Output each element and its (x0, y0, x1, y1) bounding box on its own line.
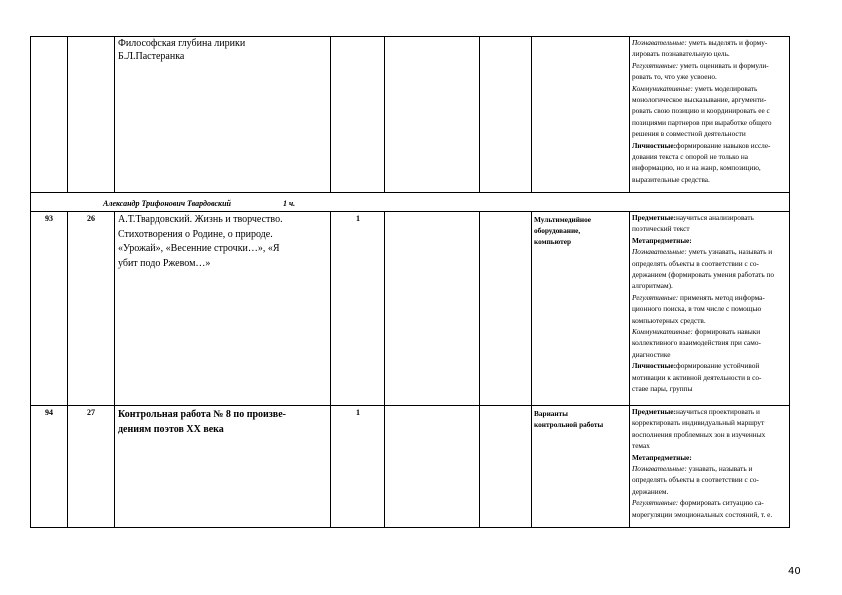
cell-equipment (532, 406, 630, 528)
result-text: формировать ситуацию са- (680, 498, 764, 508)
section-hours: 1 ч. (282, 199, 296, 208)
result-text: научиться анализировать (675, 213, 754, 222)
result-text: мотивации к активной деятельности в со- (632, 372, 762, 382)
result-line (632, 280, 788, 291)
result-text: ставе пары, группы (632, 384, 693, 394)
cell-hours (331, 37, 385, 193)
result-line (632, 406, 788, 417)
equipment-line: оборудование, (534, 226, 581, 235)
result-line (632, 326, 788, 337)
cell-equipment (480, 37, 532, 193)
topic-line: Контрольная работа № 8 по произве- (118, 409, 286, 420)
result-text: лировать познавательную цель. (632, 49, 730, 59)
result-heading: Предметные: (632, 407, 676, 416)
cell-lesson (68, 37, 115, 193)
result-line (632, 360, 788, 371)
result-category: Коммуникативные: (632, 83, 695, 93)
result-text: морегуляции эмоциональных состояний, т. е. (632, 509, 773, 519)
result-line (632, 349, 788, 360)
result-line (632, 315, 788, 326)
result-text: держанием. (632, 486, 669, 496)
cell-empty (480, 212, 532, 406)
result-line (632, 463, 788, 474)
result-line (632, 269, 788, 280)
result-text: позициями партнеров при выработке общего (632, 117, 772, 127)
result-line (632, 486, 788, 497)
result-heading: Личностные: (632, 140, 677, 150)
result-line (632, 223, 788, 234)
cell-topic (115, 212, 331, 406)
result-text: компьютерных средств. (632, 315, 706, 325)
result-line (632, 128, 788, 139)
topic-line: Стихотворения о Родине, о природе. (118, 228, 273, 240)
result-text: формирование устойчивой (676, 361, 760, 371)
result-heading: Метапредметные: (632, 452, 692, 462)
cell-results (630, 406, 790, 528)
result-text: ционного поиска, в том числе с помощью (632, 304, 762, 314)
result-line (632, 151, 788, 162)
table-row (31, 212, 790, 406)
result-text: диагностике (632, 349, 671, 359)
result-line (632, 212, 788, 223)
result-line (632, 94, 788, 105)
equipment-line: контрольной работы (534, 420, 604, 429)
result-text: держанием (формировать умения работать по (632, 270, 775, 280)
page-number: 40 (788, 566, 801, 577)
result-line (632, 337, 788, 348)
cell-type (385, 406, 480, 528)
result-text: выразительные средства. (632, 174, 710, 184)
equipment-line: Мультимедийное (534, 215, 592, 224)
cell-topic (115, 37, 331, 193)
result-text: восполнения проблемных зон в изученных (632, 429, 766, 439)
result-line (632, 372, 788, 383)
result-line (632, 497, 788, 508)
cell-type (385, 37, 480, 193)
cell-hours: 1 (331, 406, 385, 528)
result-text: монологическое высказывание, аргументи- (632, 95, 767, 105)
result-text: применять метод информа- (680, 292, 765, 302)
result-heading: Предметные: (632, 213, 676, 222)
table-row (31, 37, 790, 193)
result-line (632, 303, 788, 314)
result-text: коллективного взаимодействия при само- (632, 338, 761, 348)
cell-num: 93 (31, 212, 68, 406)
result-text: темах (632, 441, 650, 451)
cell-topic (115, 406, 331, 528)
result-line (632, 60, 788, 71)
topic-line: дениям поэтов XX века (118, 424, 224, 435)
result-line (632, 383, 788, 394)
result-text: информацию, но и на жанр, композицию, (632, 163, 761, 173)
result-category: Познавательные: (632, 38, 689, 47)
cell-empty (480, 406, 532, 528)
cell-results (630, 37, 790, 193)
cell-hours: 1 (331, 212, 385, 406)
result-line (632, 246, 788, 257)
equipment-line: компьютер (534, 237, 572, 246)
result-text: формировать навыки (694, 327, 761, 337)
result-text: узнавать, называть и (688, 464, 753, 474)
result-text: уметь узнавать, называть и (688, 247, 773, 257)
lesson-plan-table (30, 36, 790, 528)
result-line (632, 48, 788, 59)
result-text: ровать то, что уже усвоено. (632, 72, 717, 82)
result-category: Познавательные: (632, 247, 689, 257)
result-text: формирование навыков иссле- (676, 140, 771, 150)
equipment-line: Варианты (534, 409, 568, 418)
cell-equipment (532, 212, 630, 406)
result-text: ровать свою позицию и координировать ее с (632, 106, 770, 116)
cell-empty (532, 37, 630, 193)
result-category: Познавательные: (632, 464, 689, 474)
result-line (632, 174, 788, 185)
cell-results (630, 212, 790, 406)
result-line (632, 162, 788, 173)
result-text: научиться проектировать и (675, 407, 760, 416)
section-row (31, 193, 790, 212)
result-line (632, 440, 788, 451)
topic-line: убит подо Ржевом…» (118, 257, 211, 269)
result-line (632, 235, 788, 246)
cell-type (385, 212, 480, 406)
topic-line: Б.Л.Пастеранка (118, 50, 185, 62)
cell-lesson: 26 (68, 212, 115, 406)
table-row (31, 406, 790, 528)
result-line (632, 292, 788, 303)
result-text: уметь оценивать и формули- (680, 60, 769, 70)
cell-num: 94 (31, 406, 68, 528)
result-heading: Метапредметные: (632, 235, 692, 245)
result-line (632, 474, 788, 485)
result-text: корректировать индивидуальный маршрут (632, 418, 765, 428)
result-line (632, 140, 788, 151)
result-line (632, 417, 788, 428)
section-cell (31, 193, 790, 212)
result-text: алгоритмам). (632, 281, 673, 291)
result-line (632, 429, 788, 440)
result-line (632, 105, 788, 116)
result-category: Коммуникативные: (632, 327, 695, 337)
result-text: определять объекты в соответствии с со- (632, 258, 759, 268)
result-line (632, 509, 788, 520)
result-line (632, 71, 788, 82)
result-text: определять объекты в соответствии с со- (632, 475, 759, 485)
result-line (632, 117, 788, 128)
result-heading: Личностные: (632, 361, 677, 371)
result-line (632, 452, 788, 463)
cell-num (31, 37, 68, 193)
topic-line: «Урожай», «Весенние строчки…», «Я (118, 243, 280, 254)
result-line (632, 258, 788, 269)
result-line (632, 37, 788, 48)
result-category: Регулятивные: (632, 498, 681, 508)
result-line (632, 83, 788, 94)
result-text: уметь выделять и форму- (688, 38, 768, 47)
cell-lesson: 27 (68, 406, 115, 528)
section-title: Александр Трифонович Твардовский (103, 199, 231, 208)
result-category: Регулятивные: (632, 60, 681, 70)
result-text: уметь моделировать (694, 83, 758, 93)
result-category: Регулятивные: (632, 292, 681, 302)
result-text: дования текста с опорой не только на (632, 152, 748, 162)
topic-line: Философская глубина лирики (118, 38, 246, 49)
topic-line: А.Т.Твардовский. Жизнь и творчество. (118, 214, 283, 225)
result-text: решения в совместной деятельности (632, 129, 746, 139)
result-text: поэтический текст (632, 224, 690, 234)
